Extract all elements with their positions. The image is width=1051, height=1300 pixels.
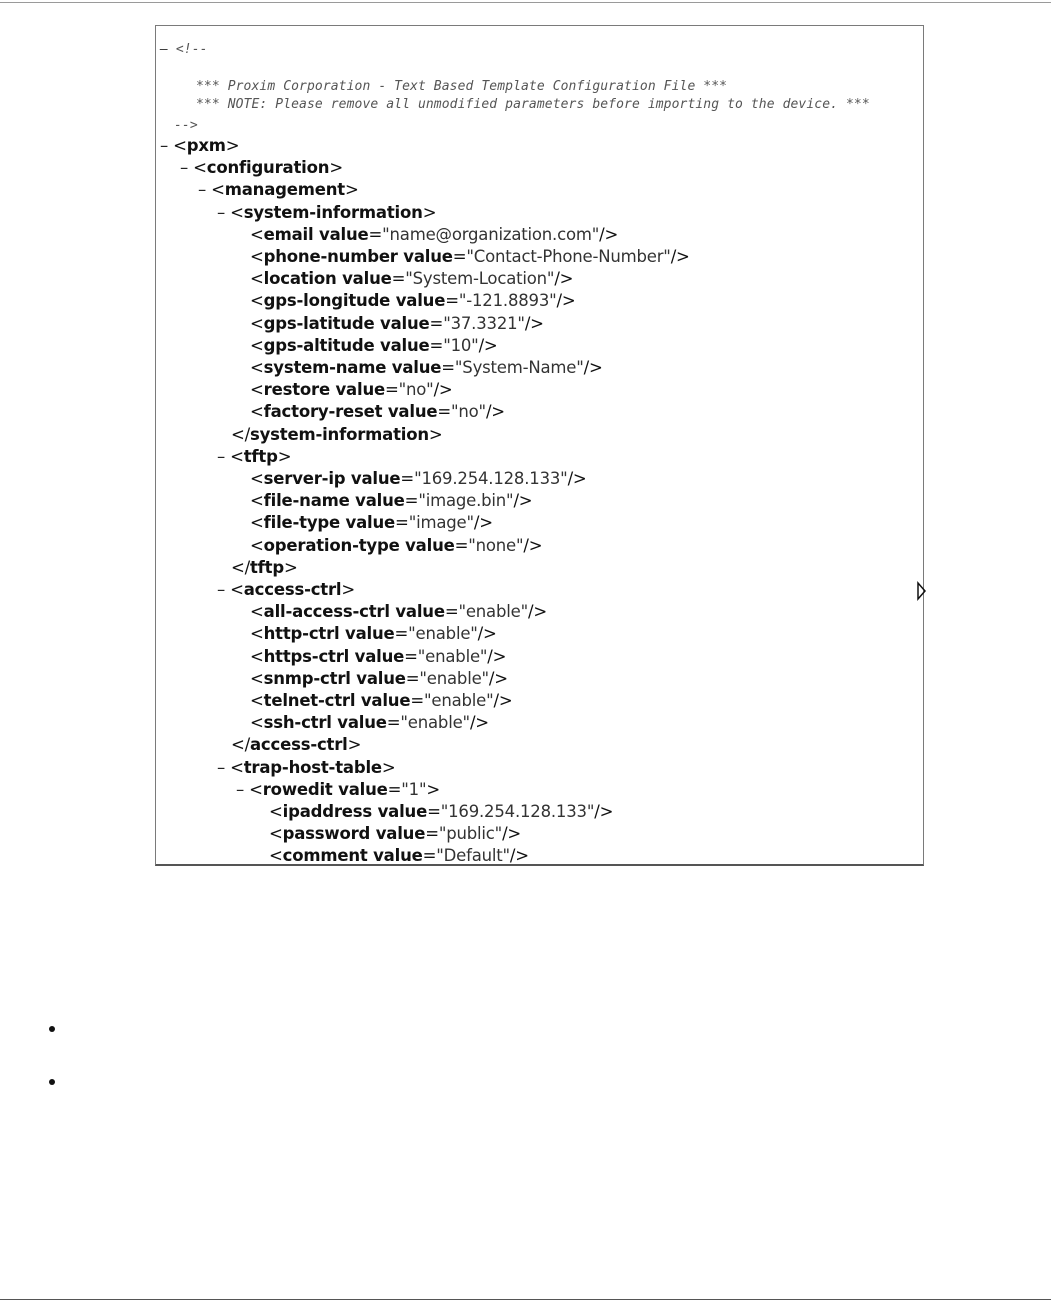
attribute-value: "System-Name" bbox=[454, 358, 584, 377]
tag-bracket: </ bbox=[231, 557, 250, 577]
tag-bracket: > bbox=[347, 735, 362, 755]
attribute-value: "no" bbox=[398, 380, 434, 400]
attribute-name: value bbox=[390, 291, 446, 311]
tag-bracket: < bbox=[250, 691, 264, 710]
attribute-name: value bbox=[372, 802, 428, 821]
attribute-value: "image" bbox=[408, 513, 474, 533]
attribute-value: "enable" bbox=[417, 646, 488, 666]
attribute-value: "no" bbox=[451, 402, 486, 422]
xml-line bbox=[250, 490, 532, 512]
attribute-value: "enable" bbox=[423, 691, 494, 710]
tag-bracket: /> bbox=[478, 335, 498, 355]
tag-bracket: /> bbox=[473, 513, 493, 533]
tag-bracket: < bbox=[230, 580, 244, 599]
tag-bracket: > bbox=[283, 557, 298, 577]
attribute-equals: = bbox=[368, 224, 383, 244]
xml-line bbox=[269, 845, 529, 866]
tag-bracket: < bbox=[250, 646, 264, 666]
top-divider bbox=[0, 2, 1051, 3]
tag-bracket: < bbox=[269, 824, 283, 844]
attribute-equals: = bbox=[410, 691, 424, 710]
xml-line bbox=[198, 179, 359, 201]
triangle-right-icon[interactable] bbox=[916, 580, 926, 602]
tag-bracket: < bbox=[250, 313, 264, 333]
xml-line bbox=[236, 779, 440, 801]
attribute-value: "none" bbox=[468, 535, 524, 555]
attribute-value: "-121.8893" bbox=[458, 291, 557, 311]
collapse-toggle[interactable]: – bbox=[217, 446, 231, 466]
tag-bracket: > bbox=[381, 757, 396, 777]
xml-line bbox=[250, 690, 512, 712]
attribute-value: "enable" bbox=[419, 668, 489, 688]
xml-line bbox=[250, 512, 493, 534]
tag-name: http-ctrl bbox=[263, 624, 340, 644]
tag-bracket: < bbox=[269, 846, 283, 866]
attribute-value: "37.3321" bbox=[443, 313, 525, 333]
attribute-equals: = bbox=[394, 624, 409, 644]
tag-bracket: > bbox=[277, 446, 292, 466]
tag-bracket: < bbox=[249, 779, 263, 799]
attribute-name: value bbox=[340, 513, 396, 533]
tag-bracket: < bbox=[173, 136, 187, 155]
comment-line: *** NOTE: Please remove all unmodified parameters before importing to the device. *** bbox=[196, 97, 870, 112]
attribute-equals: = bbox=[405, 668, 420, 688]
attribute-name: value bbox=[374, 313, 430, 333]
attribute-name: value bbox=[374, 335, 430, 355]
attribute-value: "Contact-Phone-Number" bbox=[466, 247, 671, 266]
attribute-value: "Default" bbox=[436, 846, 510, 866]
attribute-equals: = bbox=[437, 402, 451, 422]
tag-bracket: < bbox=[250, 224, 264, 244]
collapse-toggle[interactable]: – bbox=[160, 136, 174, 155]
attribute-equals: = bbox=[425, 824, 439, 844]
tag-bracket: < bbox=[250, 713, 264, 733]
tag-bracket: < bbox=[230, 757, 244, 777]
tag-name: factory-reset bbox=[263, 402, 383, 422]
comment-line: *** Proxim Corporation - Text Based Template Configuration File *** bbox=[196, 79, 728, 94]
attribute-name: value bbox=[339, 624, 395, 644]
attribute-name: value bbox=[367, 846, 423, 866]
xml-line bbox=[231, 424, 443, 446]
tag-bracket: /> bbox=[556, 291, 576, 311]
tag-bracket: > bbox=[426, 779, 441, 799]
tag-bracket: /> bbox=[487, 646, 507, 666]
collapse-toggle[interactable]: – bbox=[217, 580, 231, 599]
tag-bracket: /> bbox=[567, 469, 587, 488]
tag-name: operation-type bbox=[263, 535, 400, 555]
tag-name: telnet-ctrl bbox=[263, 691, 356, 710]
tag-bracket: < bbox=[250, 602, 264, 622]
attribute-name: value bbox=[386, 358, 442, 377]
xml-line bbox=[217, 202, 436, 224]
tag-name: all-access-ctrl bbox=[263, 602, 390, 622]
attribute-value: "System-Location" bbox=[405, 269, 555, 289]
tag-bracket: /> bbox=[599, 224, 619, 244]
tag-name: access-ctrl bbox=[249, 735, 348, 755]
attribute-equals: = bbox=[386, 713, 401, 733]
xml-line bbox=[231, 734, 361, 756]
tag-name: server-ip bbox=[263, 469, 346, 488]
attribute-value: "10" bbox=[443, 335, 479, 355]
attribute-name: value bbox=[382, 402, 438, 422]
tag-name: configuration bbox=[206, 158, 330, 178]
comment-open-line bbox=[160, 39, 208, 61]
xml-line bbox=[250, 601, 547, 623]
tag-bracket: /> bbox=[583, 358, 603, 377]
tag-bracket: /> bbox=[554, 269, 574, 289]
collapse-toggle[interactable]: – bbox=[217, 202, 231, 222]
xml-line bbox=[250, 401, 505, 423]
xml-line bbox=[217, 579, 355, 601]
tag-bracket: /> bbox=[523, 535, 543, 555]
tag-name: file-name bbox=[263, 491, 350, 511]
tag-bracket: /> bbox=[513, 491, 533, 511]
tag-name: location bbox=[263, 269, 337, 289]
xml-line bbox=[250, 468, 587, 490]
attribute-name: value bbox=[336, 269, 392, 289]
attribute-equals: = bbox=[441, 358, 455, 377]
xml-line bbox=[250, 668, 508, 690]
tag-name: restore bbox=[263, 380, 330, 400]
tag-bracket: < bbox=[269, 802, 283, 821]
xml-line bbox=[250, 268, 573, 290]
tag-bracket: > bbox=[329, 158, 343, 178]
tag-name: system-information bbox=[249, 424, 429, 444]
xml-line bbox=[217, 757, 396, 779]
tag-bracket: < bbox=[250, 469, 264, 488]
tag-name: https-ctrl bbox=[263, 646, 350, 666]
xml-viewer[interactable] bbox=[155, 25, 924, 866]
tag-bracket: < bbox=[250, 624, 264, 644]
tag-name: system-name bbox=[263, 358, 387, 377]
bullet-dot-icon bbox=[49, 1026, 55, 1032]
attribute-equals: = bbox=[429, 335, 444, 355]
tag-bracket: < bbox=[230, 202, 244, 222]
tag-bracket: < bbox=[250, 291, 264, 311]
tag-name: gps-altitude bbox=[263, 335, 375, 355]
tag-bracket: /> bbox=[670, 247, 690, 266]
tag-bracket: < bbox=[250, 269, 264, 289]
attribute-equals: = bbox=[444, 602, 459, 622]
tag-bracket: /> bbox=[433, 380, 453, 400]
attribute-name: value bbox=[331, 713, 387, 733]
attribute-value: "enable" bbox=[408, 624, 478, 644]
tag-bracket: </ bbox=[231, 735, 250, 755]
tag-bracket: < bbox=[250, 513, 264, 533]
tag-bracket: > bbox=[225, 136, 240, 155]
tag-name: gps-latitude bbox=[263, 313, 375, 333]
tag-name: password bbox=[282, 824, 371, 844]
tag-bracket: < bbox=[193, 158, 207, 178]
tag-bracket: /> bbox=[594, 802, 614, 821]
tag-bracket: < bbox=[250, 380, 264, 400]
attribute-equals: = bbox=[429, 313, 444, 333]
xml-line bbox=[250, 379, 453, 401]
tag-bracket: < bbox=[211, 180, 225, 200]
tag-name: ssh-ctrl bbox=[263, 713, 332, 733]
attribute-equals: = bbox=[454, 535, 469, 555]
xml-line bbox=[269, 823, 521, 845]
tag-bracket: < bbox=[250, 247, 264, 266]
tag-bracket: < bbox=[250, 668, 264, 688]
tag-name: comment bbox=[282, 846, 368, 866]
tag-bracket: < bbox=[230, 446, 244, 466]
tag-bracket: < bbox=[250, 535, 264, 555]
xml-line bbox=[250, 623, 497, 645]
attribute-name: value bbox=[349, 491, 405, 511]
tag-name: pxm bbox=[186, 136, 226, 155]
xml-line bbox=[231, 557, 298, 579]
xml-line bbox=[250, 313, 544, 335]
tag-name: tftp bbox=[249, 557, 284, 577]
collapse-toggle[interactable]: – bbox=[217, 757, 231, 777]
tag-bracket: /> bbox=[493, 691, 513, 710]
tag-name: access-ctrl bbox=[243, 580, 342, 599]
tag-bracket: /> bbox=[524, 313, 544, 333]
attribute-value: "enable" bbox=[458, 602, 528, 622]
tag-bracket: /> bbox=[509, 846, 529, 866]
tag-bracket: /> bbox=[485, 402, 505, 422]
xml-line bbox=[250, 357, 603, 379]
attribute-name: value bbox=[370, 824, 426, 844]
xml-line bbox=[250, 535, 542, 557]
xml-line bbox=[250, 335, 498, 357]
bullet-dot-icon bbox=[49, 1079, 55, 1085]
tag-bracket: < bbox=[250, 335, 264, 355]
tag-name: rowedit bbox=[262, 779, 333, 799]
tag-name: phone-number bbox=[263, 247, 398, 266]
tag-bracket: /> bbox=[502, 824, 522, 844]
tag-name: email bbox=[263, 224, 314, 244]
xml-line bbox=[250, 290, 576, 312]
comment-close: --> bbox=[174, 118, 198, 133]
tag-bracket: > bbox=[428, 424, 443, 444]
collapse-toggle[interactable]: – bbox=[236, 779, 250, 799]
attribute-name: value bbox=[397, 247, 453, 266]
xml-line bbox=[250, 712, 489, 734]
attribute-value: "enable" bbox=[400, 713, 470, 733]
attribute-name: value bbox=[399, 535, 455, 555]
tag-name: file-type bbox=[263, 513, 341, 533]
tag-name: trap-host-table bbox=[243, 757, 382, 777]
collapse-toggle[interactable]: – bbox=[198, 180, 212, 200]
tag-bracket: /> bbox=[527, 602, 547, 622]
attribute-name: value bbox=[350, 668, 406, 688]
comment-open: <!-- bbox=[175, 42, 208, 57]
tag-bracket: > bbox=[341, 580, 356, 599]
attribute-value: "public" bbox=[438, 824, 503, 844]
attribute-name: value bbox=[349, 646, 405, 666]
attribute-equals: = bbox=[387, 779, 402, 799]
collapse-toggle[interactable]: – bbox=[180, 158, 194, 178]
tag-name: snmp-ctrl bbox=[263, 668, 351, 688]
tag-bracket: > bbox=[422, 202, 437, 222]
attribute-name: value bbox=[332, 779, 388, 799]
attribute-name: value bbox=[345, 469, 401, 488]
attribute-equals: = bbox=[395, 513, 409, 533]
tag-name: system-information bbox=[243, 202, 423, 222]
tag-bracket: /> bbox=[477, 624, 497, 644]
attribute-name: value bbox=[389, 602, 445, 622]
attribute-name: value bbox=[329, 380, 385, 400]
attribute-value: "name@organization.com" bbox=[382, 224, 600, 244]
attribute-name: value bbox=[355, 691, 411, 710]
attribute-value: "169.254.128.133" bbox=[440, 802, 595, 821]
attribute-equals: = bbox=[452, 247, 467, 266]
attribute-equals: = bbox=[400, 469, 415, 488]
xml-line bbox=[269, 801, 613, 823]
attribute-equals: = bbox=[404, 646, 418, 666]
attribute-value: "image.bin" bbox=[418, 491, 514, 511]
tag-name: gps-longitude bbox=[263, 291, 391, 311]
attribute-value: "1" bbox=[401, 779, 427, 799]
tag-name: tftp bbox=[243, 446, 278, 466]
tag-bracket: > bbox=[344, 180, 359, 200]
xml-line bbox=[250, 246, 690, 268]
xml-line bbox=[217, 446, 291, 468]
attribute-equals: = bbox=[427, 802, 441, 821]
xml-line bbox=[160, 135, 239, 157]
tag-bracket: < bbox=[250, 491, 264, 511]
attribute-value: "169.254.128.133" bbox=[414, 469, 568, 488]
attribute-name: value bbox=[313, 224, 369, 244]
attribute-equals: = bbox=[422, 846, 437, 866]
collapse-toggle[interactable]: – bbox=[160, 42, 168, 57]
xml-line bbox=[180, 157, 343, 179]
tag-name: management bbox=[224, 180, 345, 200]
attribute-equals: = bbox=[404, 491, 419, 511]
tag-bracket: </ bbox=[231, 424, 250, 444]
tag-bracket: /> bbox=[469, 713, 489, 733]
attribute-equals: = bbox=[445, 291, 459, 311]
xml-line bbox=[250, 646, 506, 668]
attribute-equals: = bbox=[384, 380, 399, 400]
attribute-equals: = bbox=[391, 269, 406, 289]
xml-line bbox=[250, 224, 618, 246]
tag-bracket: < bbox=[250, 402, 264, 422]
tag-name: ipaddress bbox=[282, 802, 373, 821]
tag-bracket: < bbox=[250, 358, 264, 377]
tag-bracket: /> bbox=[488, 668, 508, 688]
